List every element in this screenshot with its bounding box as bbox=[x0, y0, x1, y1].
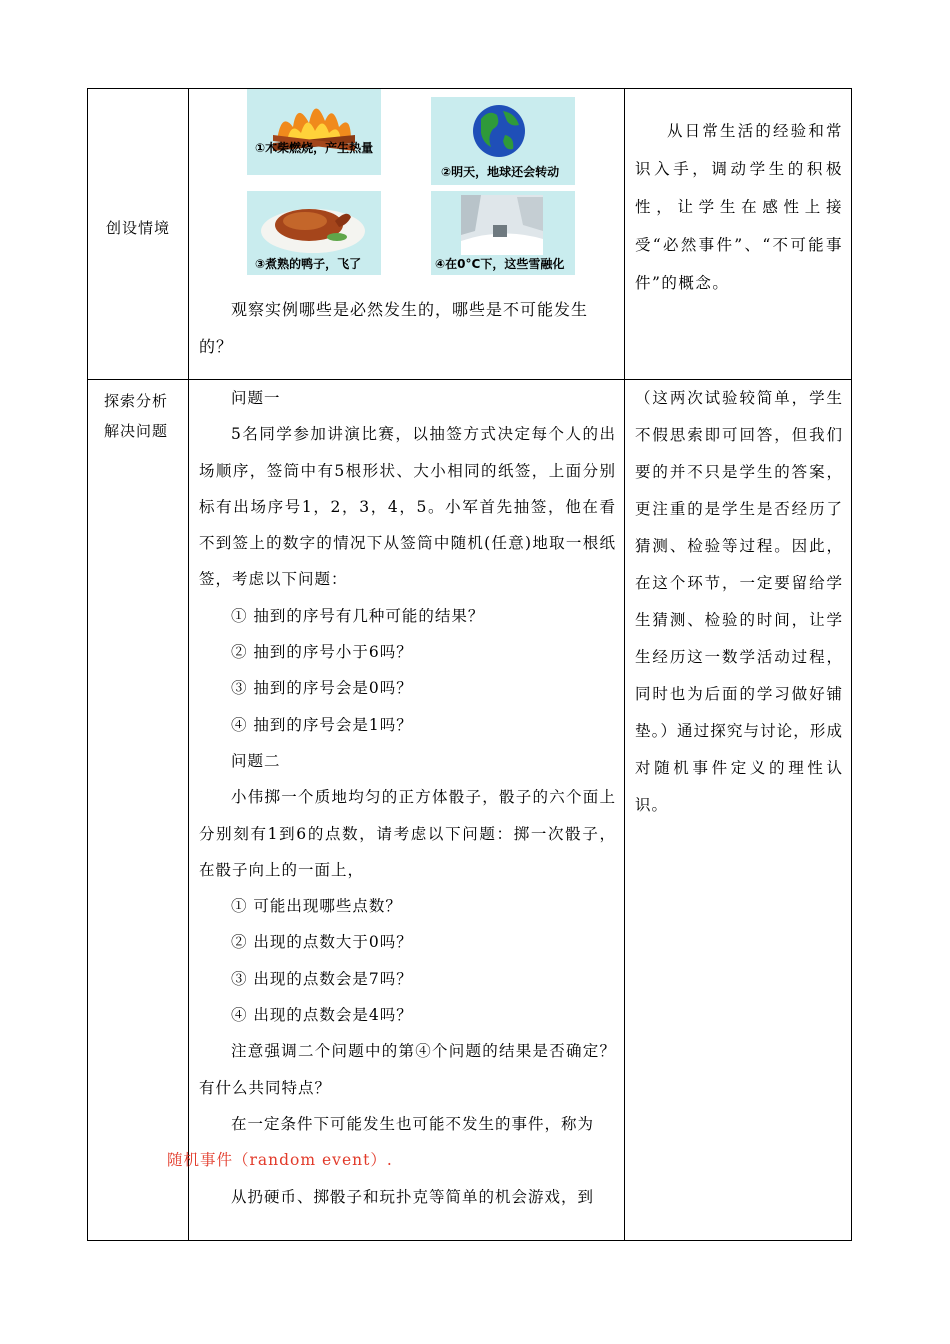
observe-question: 观察实例哪些是必然发生的，哪些是不可能发生的？ bbox=[199, 300, 589, 356]
emphasis-note: 注意强调二个问题中的第④个问题的结果是否确定？有什么共同特点？ bbox=[199, 1042, 616, 1097]
fire-picture bbox=[247, 89, 381, 175]
example-pictures bbox=[189, 89, 624, 289]
teaching-notes: 从日常生活的经验和常识入手，调动学生的积极性，让学生在感性上接受“必然事件”、“不可能事件”的概念。 bbox=[635, 122, 843, 292]
problem-two-title: 问题二 bbox=[231, 751, 281, 770]
problem-two-item: ② 出现的点数大于0吗？ bbox=[231, 933, 413, 952]
globe-picture bbox=[431, 97, 575, 185]
problem-two-text: 小伟掷一个质地均匀的正方体骰子，骰子的六个面上分别刻有1到6的点数，请考虑以下问题：掷一次骰子，在骰子向上的一面上， bbox=[199, 788, 616, 879]
duck-picture bbox=[247, 191, 381, 275]
notes-cell bbox=[625, 89, 852, 380]
continuation-line: 从扔硬币、掷骰子和玩扑克等简单的机会游戏，到 bbox=[231, 1187, 595, 1206]
table-row bbox=[88, 380, 852, 1241]
problem-two-item: ③ 出现的点数会是7吗？ bbox=[231, 969, 413, 988]
picture-caption: ①木柴燃烧，产生热量 bbox=[255, 141, 374, 155]
problem-one-text: 5名同学参加讲演比赛，以抽签方式决定每个人的出场顺序，签筒中有5根形状、大小相同的纸签，上面分别标有出场序号1，2，3，4，5。小军首先抽签，他在看不到签上的数字的情况下从签筒中随机(任意)地取一根纸签，考虑以下问题： bbox=[199, 425, 616, 589]
definition-lead: 在一定条件下可能发生也可能不发生的事件，称为 bbox=[231, 1114, 595, 1133]
teaching-notes: （这两次试验较简单，学生不假思索即可回答，但我们要的并不只是学生的答案，更注重的是学生是否经历了猜测、检验等过程。因此，在这个环节，一定要留给学生猜测、检验的时间，让学生经历这一数学活动过程，同时也为后面的学习做好铺垫。）通过探究与讨论，形成对随机事件定义的理性认识。 bbox=[635, 389, 843, 814]
problem-content bbox=[167, 380, 624, 1215]
snow-picture bbox=[431, 191, 575, 275]
stage-label: 创设情境 bbox=[105, 219, 170, 237]
picture-caption: ④在0°C下，这些雪融化 bbox=[435, 257, 565, 271]
stage-label-cell bbox=[88, 89, 189, 380]
problem-one-item: ② 抽到的序号小于6吗？ bbox=[231, 643, 413, 662]
fire-icon bbox=[247, 89, 381, 175]
stage-label: 探索分析解决问题 bbox=[104, 392, 169, 440]
problem-two-item: ① 可能出现哪些点数？ bbox=[231, 897, 402, 916]
content-cell bbox=[167, 380, 625, 1241]
lesson-plan-table bbox=[87, 88, 852, 1241]
definition-term: 随机事件（random event）. bbox=[167, 1151, 393, 1170]
problem-one-item: ④ 抽到的序号会是1吗？ bbox=[231, 715, 413, 734]
problem-one-item: ① 抽到的序号有几种可能的结果？ bbox=[231, 606, 485, 625]
definition-text bbox=[167, 1106, 616, 1179]
problem-two-item: ④ 出现的点数会是4吗？ bbox=[231, 1006, 413, 1025]
stage-label-cell bbox=[88, 380, 189, 1241]
content-cell bbox=[189, 89, 625, 380]
notes-cell bbox=[625, 380, 852, 1241]
picture-caption: ②明天，地球还会转动 bbox=[441, 165, 560, 179]
picture-caption: ③煮熟的鸭子，飞了 bbox=[255, 257, 362, 271]
table-row bbox=[88, 89, 852, 380]
problem-one-item: ③ 抽到的序号会是0吗？ bbox=[231, 679, 413, 698]
problem-one-title: 问题一 bbox=[231, 389, 281, 407]
